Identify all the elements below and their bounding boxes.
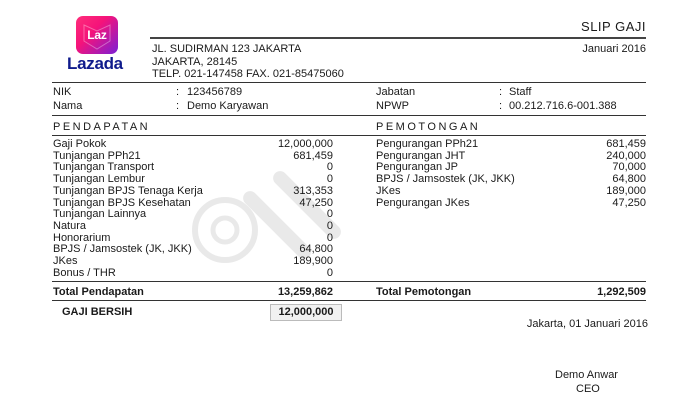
period: Januari 2016 bbox=[582, 43, 646, 55]
address-line: JL. SUDIRMAN 123 JAKARTA bbox=[152, 43, 302, 55]
line-item-value: 0 bbox=[326, 266, 333, 279]
line-item-value: 47,250 bbox=[612, 196, 646, 209]
total-deductions-label: Total Pemotongan bbox=[376, 286, 472, 298]
net-pay-label: GAJI BERSIH bbox=[62, 306, 133, 318]
jabatan-label: Jabatan bbox=[376, 86, 416, 98]
lazada-logo bbox=[76, 16, 118, 54]
line-item-label: Tunjangan Lainnya bbox=[53, 208, 147, 221]
line-item-label: Natura bbox=[53, 219, 87, 232]
divider bbox=[52, 82, 646, 83]
line-item-label: Honorarium bbox=[53, 231, 111, 244]
divider bbox=[52, 115, 646, 116]
company-address bbox=[152, 43, 344, 81]
line-item-value: 47,250 bbox=[299, 196, 333, 209]
line-item-label: Pengurangan PPh21 bbox=[376, 138, 479, 150]
address-line: JAKARTA, 28145 bbox=[152, 55, 238, 68]
nama-label: Nama bbox=[53, 100, 83, 112]
colon: : bbox=[499, 100, 503, 112]
npwp-value: 00.212.716.6-001.388 bbox=[509, 100, 617, 112]
line-item-label: JKes bbox=[53, 255, 78, 267]
colon: : bbox=[176, 86, 180, 98]
line-item-label: BPJS / Jamsostek (JK, JKK) bbox=[53, 243, 192, 256]
line-item-label: Tunjangan BPJS Tenaga Kerja bbox=[53, 184, 203, 197]
line-item-value: 313,353 bbox=[293, 184, 333, 197]
line-item-value: 681,459 bbox=[606, 138, 646, 150]
divider bbox=[52, 281, 646, 282]
line-item-label: JKes bbox=[376, 184, 401, 197]
colon: : bbox=[499, 86, 503, 98]
line-item-label: Gaji Pokok bbox=[53, 138, 107, 150]
npwp-label: NPWP bbox=[376, 100, 409, 112]
brand-name: Lazada bbox=[67, 54, 123, 73]
address-line: TELP. 021-147458 FAX. 021-85475060 bbox=[152, 68, 344, 80]
line-item-value: 0 bbox=[326, 219, 333, 232]
header-rule bbox=[150, 37, 646, 39]
net-pay-value: 12,000,000 bbox=[270, 304, 342, 321]
signer-name: Demo Anwar bbox=[555, 369, 618, 381]
line-item-value: 681,459 bbox=[293, 149, 333, 162]
line-item-value: 12,000,000 bbox=[277, 138, 333, 150]
slip-title: SLIP GAJI bbox=[581, 19, 646, 34]
line-item-value: 240,000 bbox=[606, 149, 646, 162]
colon: : bbox=[176, 100, 180, 112]
line-item-value: 70,000 bbox=[612, 161, 646, 174]
total-deductions-value: 1,292,509 bbox=[597, 286, 646, 298]
logo-text: Laz bbox=[87, 28, 107, 42]
divider bbox=[52, 135, 646, 136]
line-item-label: Pengurangan JHT bbox=[376, 149, 466, 162]
line-item-label: Tunjangan PPh21 bbox=[53, 149, 141, 162]
total-earnings-label: Total Pendapatan bbox=[53, 286, 144, 298]
line-item-value: 64,800 bbox=[612, 173, 646, 186]
place-date: Jakarta, 01 Januari 2016 bbox=[526, 318, 648, 330]
deductions-heading: PEMOTONGAN bbox=[376, 121, 481, 133]
divider bbox=[52, 300, 646, 301]
line-item-label: Pengurangan JKes bbox=[376, 196, 470, 209]
line-item-value: 0 bbox=[326, 231, 333, 244]
nik-value: 123456789 bbox=[187, 86, 243, 98]
line-item-label: Pengurangan JP bbox=[376, 161, 458, 174]
line-item-label: Tunjangan Transport bbox=[53, 161, 155, 174]
nik-label: NIK bbox=[53, 86, 72, 98]
line-item-label: Bonus / THR bbox=[53, 266, 116, 279]
line-item-label: BPJS / Jamsostek (JK, JKK) bbox=[376, 173, 515, 186]
line-item-label: Tunjangan Lembur bbox=[53, 173, 145, 186]
line-item-value: 0 bbox=[326, 208, 333, 221]
total-earnings-value: 13,259,862 bbox=[277, 286, 333, 298]
nama-value: Demo Karyawan bbox=[187, 100, 269, 112]
earnings-heading: PENDAPATAN bbox=[53, 121, 151, 133]
signer-title: CEO bbox=[576, 383, 600, 395]
line-item-label: Tunjangan BPJS Kesehatan bbox=[53, 196, 191, 209]
jabatan-value: Staff bbox=[509, 86, 532, 98]
line-item-value: 0 bbox=[326, 161, 333, 174]
line-item-value: 189,900 bbox=[293, 255, 333, 267]
line-item-value: 189,000 bbox=[606, 184, 646, 197]
line-item-value: 0 bbox=[326, 173, 333, 186]
line-item-value: 64,800 bbox=[299, 243, 333, 256]
